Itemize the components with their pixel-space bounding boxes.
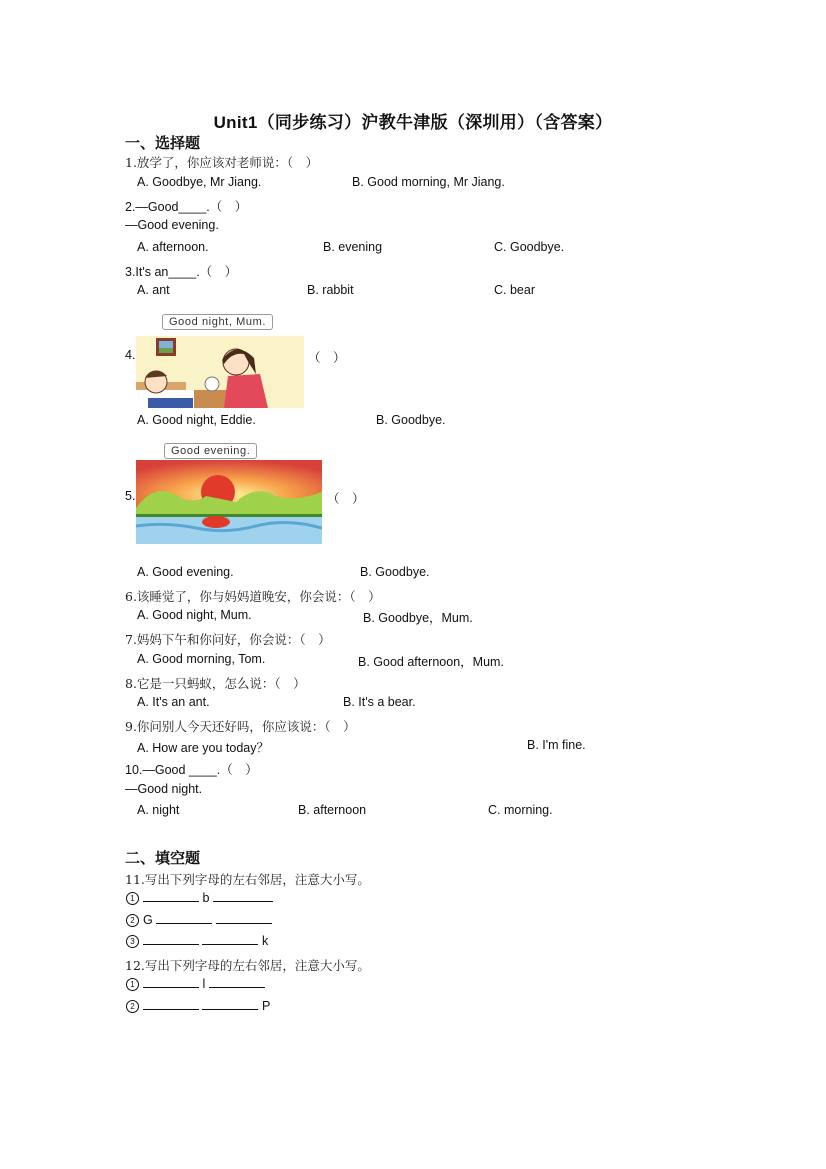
circled-number-marker: 2 — [126, 914, 139, 927]
document-title: Unit1（同步练习）沪教牛津版（深圳用）（含答案） — [213, 113, 613, 132]
question-4-option-a: A. Good night, Eddie. — [137, 413, 256, 427]
question-12-stem: 12.写出下列字母的左右邻居，注意大小写。 — [125, 958, 370, 973]
question-10-stem: 10.—Good ____.（ ） — [125, 763, 258, 777]
question-10-option-b: B. afternoon — [298, 803, 367, 817]
given-letter: P — [261, 999, 271, 1013]
fill-blank[interactable] — [209, 977, 265, 988]
fill-blank[interactable] — [143, 934, 199, 945]
fill-blank[interactable] — [143, 977, 199, 988]
question-3-option-c: C. bear — [494, 283, 535, 297]
circled-number-marker: 1 — [126, 892, 139, 905]
sunset-speech-bubble: Good evening. — [164, 443, 257, 459]
question-10-option-a: A. night — [137, 803, 180, 817]
question-3-option-b: B. rabbit — [307, 283, 354, 297]
fill-blank[interactable] — [213, 891, 273, 902]
section-heading-fill: 二、填空题 — [125, 850, 201, 867]
question-9-option-a: A. How are you today？ — [137, 741, 270, 755]
question-4-number: 4. — [125, 348, 136, 362]
question-3-stem: 3.It's an____.（ ） — [125, 265, 238, 279]
question-10-option-c: C. morning. — [488, 803, 553, 817]
question-7-option-a: A. Good morning, Tom. — [137, 652, 266, 666]
question-11-item-3 — [126, 934, 268, 948]
question-1-stem: 1.放学了，你应该对老师说：（ ） — [125, 155, 319, 170]
question-2-stem: 2.—Good____.（ ） — [125, 200, 248, 214]
question-11-item-2 — [126, 913, 272, 927]
question-9-option-b: B. I'm fine. — [527, 738, 586, 752]
question-5-option-a: A. Good evening. — [137, 565, 234, 579]
question-2-option-b: B. evening — [323, 240, 383, 254]
question-5-number: 5. — [125, 489, 136, 503]
circled-number-marker: 2 — [126, 1000, 139, 1013]
fill-blank[interactable] — [202, 934, 258, 945]
question-6-stem: 6.该睡觉了，你与妈妈道晚安，你会说：（ ） — [125, 589, 381, 604]
question-7-option-b: B. Good afternoon，Mum. — [358, 655, 504, 669]
given-letter: l — [202, 977, 206, 991]
question-1-option-a: A. Goodbye, Mr Jiang. — [137, 175, 262, 189]
question-8-option-b: B. It's a bear. — [343, 695, 416, 709]
question-12-item-2 — [126, 999, 270, 1013]
question-11-stem: 11.写出下列字母的左右邻居，注意大小写。 — [125, 872, 370, 887]
question-7-stem: 7.妈妈下午和你问好，你会说：（ ） — [125, 632, 331, 647]
circled-number-marker: 3 — [126, 935, 139, 948]
question-6-option-b: B. Goodbye，Mum. — [363, 611, 473, 625]
question-2-option-c: C. Goodbye. — [494, 240, 565, 254]
question-5-answer-paren: （ ） — [327, 491, 365, 506]
question-4-option-b: B. Goodbye. — [376, 413, 446, 427]
given-letter: k — [261, 934, 269, 948]
question-2-reply: —Good evening. — [125, 218, 219, 232]
question-8-option-a: A. It's an ant. — [137, 695, 210, 709]
given-letter: b — [202, 891, 210, 905]
fill-blank[interactable] — [143, 891, 199, 902]
question-1-option-b: B. Good morning, Mr Jiang. — [352, 175, 505, 189]
fill-blank[interactable] — [202, 999, 258, 1010]
fill-blank[interactable] — [156, 913, 212, 924]
circled-number-marker: 1 — [126, 978, 139, 991]
question-3-option-a: A. ant — [137, 283, 170, 297]
question-2-option-a: A. afternoon. — [137, 240, 209, 254]
question-4-answer-paren: （ ） — [308, 350, 346, 365]
given-letter: G — [143, 913, 153, 927]
question-6-option-a: A. Good night, Mum. — [137, 608, 252, 622]
question-8-stem: 8.它是一只蚂蚁，怎么说：（ ） — [125, 676, 306, 691]
fill-blank[interactable] — [143, 999, 199, 1010]
fill-blank[interactable] — [216, 913, 272, 924]
question-10-reply: —Good night. — [125, 782, 203, 796]
question-12-item-1 — [126, 977, 265, 991]
question-9-stem: 9.你问别人今天还好吗，你应该说：（ ） — [125, 719, 356, 734]
question-11-item-1 — [126, 891, 273, 905]
section-heading-choice: 一、选择题 — [125, 135, 201, 152]
bedtime-speech-bubble: Good night, Mum. — [162, 314, 273, 330]
question-5-option-b: B. Goodbye. — [360, 565, 430, 579]
